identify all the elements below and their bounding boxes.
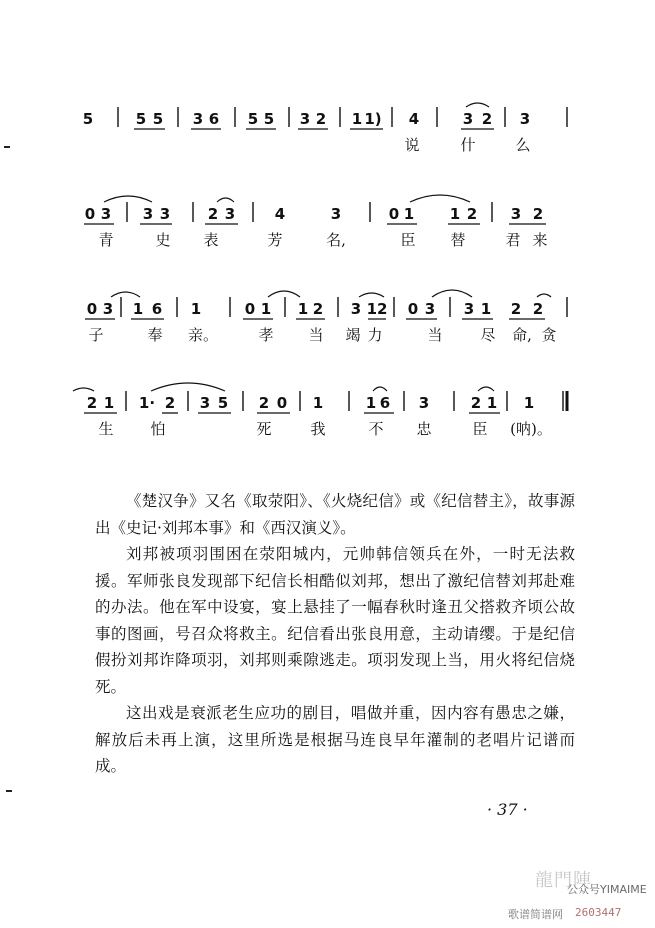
- lyric: 忠: [416, 420, 432, 438]
- note: 3: [159, 205, 171, 223]
- note: 0: [86, 300, 98, 318]
- lyric: 死: [256, 420, 272, 438]
- lyric: 尽: [480, 326, 496, 344]
- note: 3: [510, 205, 522, 223]
- note: 5: [263, 110, 275, 128]
- lyric: 芳: [267, 231, 283, 249]
- note: 2: [315, 110, 327, 128]
- note: 5: [217, 394, 229, 412]
- slur: [73, 388, 94, 391]
- lyric: 当: [308, 326, 324, 344]
- note: 2: [258, 394, 270, 412]
- note: 2: [470, 394, 482, 412]
- lyric: (呐)。: [510, 420, 552, 438]
- slur: [410, 195, 470, 202]
- note: 6: [208, 110, 220, 128]
- note: 1: [260, 300, 272, 318]
- note: 3: [100, 205, 112, 223]
- lyric: 替: [450, 231, 466, 249]
- slur: [478, 387, 494, 391]
- paragraph-origin: 《楚汉争》又名《取荥阳》、《火烧纪信》或《纪信替主》，故事源出《史记·刘邦本事》和《西汉演义》。: [95, 492, 575, 537]
- note: 2: [207, 205, 219, 223]
- note: 12: [366, 300, 388, 318]
- intro-text: [95, 488, 575, 780]
- note: 1: [449, 205, 461, 223]
- lyric: 子: [88, 326, 104, 344]
- note: 5: [247, 110, 259, 128]
- slur: [151, 383, 225, 391]
- slur: [466, 103, 489, 107]
- note: 1: [297, 300, 309, 318]
- note: 0: [244, 300, 256, 318]
- note: 2: [86, 394, 98, 412]
- slur: [111, 292, 140, 297]
- note: 3: [102, 300, 114, 318]
- note: 2: [481, 110, 493, 128]
- note: 1: [365, 394, 377, 412]
- note: 0: [388, 205, 400, 223]
- note: 0: [276, 394, 288, 412]
- lyric: 么: [515, 136, 531, 154]
- note: 1: [132, 300, 144, 318]
- paragraph-note: 这出戏是衰派老生应功的剧目，唱做并重，因内容有愚忠之嫌，解放后未再上演，这里所选是根据马连良早年灌制的老唱片记谱而成。: [95, 704, 575, 775]
- lyric: 奉: [147, 326, 163, 344]
- note: 3: [199, 394, 211, 412]
- page-number: · 37 ·: [487, 800, 528, 819]
- note: 2: [510, 300, 522, 318]
- slur: [268, 291, 300, 297]
- note: 2: [466, 205, 478, 223]
- note: 3: [463, 300, 475, 318]
- lyric: 史: [155, 231, 171, 249]
- slur: [432, 290, 472, 297]
- watermark-wechat: 公众号YIMAIME: [567, 883, 647, 896]
- slur: [373, 387, 387, 391]
- note: 3: [330, 205, 342, 223]
- score-row: [83, 103, 567, 154]
- note: 3: [224, 205, 236, 223]
- note: 1: [486, 394, 498, 412]
- slur: [104, 196, 152, 202]
- note: 3: [350, 300, 362, 318]
- lyric: 说: [404, 136, 420, 154]
- note: 2: [532, 205, 544, 223]
- lyric: 君: [505, 231, 521, 249]
- note: 3: [418, 394, 430, 412]
- note: 0: [84, 205, 96, 223]
- note: 1·: [138, 394, 156, 412]
- note: 0: [407, 300, 419, 318]
- slur: [359, 293, 384, 297]
- note: 5: [135, 110, 147, 128]
- lyric: 命,: [512, 326, 532, 344]
- lyric: 生: [98, 420, 114, 438]
- watermark-site: 歌谱简谱网: [508, 908, 563, 921]
- note: 1: [351, 110, 363, 128]
- note: 3: [142, 205, 154, 223]
- slur: [217, 198, 234, 202]
- lyric: 名,: [326, 231, 346, 249]
- lyric: 竭: [345, 326, 361, 344]
- slur: [537, 294, 551, 297]
- scan-mark: [6, 790, 12, 792]
- note: 1: [103, 394, 115, 412]
- note: 3: [462, 110, 474, 128]
- watermark-id: 2603447: [575, 906, 622, 919]
- note: 1: [190, 300, 202, 318]
- note: 1: [312, 394, 324, 412]
- note: 3: [519, 110, 531, 128]
- note: 4: [408, 110, 420, 128]
- note: 2: [164, 394, 176, 412]
- note: 5: [152, 110, 164, 128]
- lyric: 青: [98, 231, 114, 249]
- note: 1: [480, 300, 492, 318]
- lyric: 亲。: [187, 326, 219, 344]
- note: 1: [403, 205, 415, 223]
- lyric: 不: [368, 420, 384, 438]
- note: 2: [532, 300, 544, 318]
- note: 5: [82, 110, 94, 128]
- note: 1): [364, 110, 382, 128]
- score-row: [84, 195, 548, 249]
- lyric: 孝: [258, 326, 274, 344]
- paragraph-plot: 刘邦被项羽围困在荥阳城内，元帅韩信领兵在外，一时无法救援。军师张良发现部下纪信长相酷似刘邦，想出了激纪信替刘邦赴难的办法。他在军中设宴，宴上悬挂了一幅春秋时逢丑父搭救齐顷公故事的图画，号召众将救主。纪信看出张良用意，主动请缨。于是纪信假扮刘邦诈降项羽，刘邦则乘隙逃走。项羽发现上当，用火将纪信烧死。: [95, 545, 575, 696]
- note: 6: [151, 300, 163, 318]
- lyric: 怕: [150, 420, 166, 438]
- lyric: 臣: [472, 420, 488, 438]
- note: 3: [192, 110, 204, 128]
- lyric: 来: [532, 231, 548, 249]
- lyric: 贪: [541, 326, 557, 344]
- note: 2: [312, 300, 324, 318]
- note: 4: [274, 205, 286, 223]
- watermark-logo: 龍門陣: [535, 870, 592, 891]
- lyric: 当: [427, 326, 443, 344]
- note: 6: [379, 394, 391, 412]
- score-row: [73, 383, 563, 438]
- note: 1: [523, 394, 535, 412]
- lyric: 什: [460, 136, 476, 154]
- music-score: [0, 0, 655, 460]
- lyric: 臣: [400, 231, 416, 249]
- note: 3: [424, 300, 436, 318]
- lyric: 力: [367, 326, 383, 344]
- score-row: [85, 290, 567, 344]
- lyric: 表: [203, 231, 219, 249]
- lyric: 我: [310, 420, 326, 438]
- note: 3: [299, 110, 311, 128]
